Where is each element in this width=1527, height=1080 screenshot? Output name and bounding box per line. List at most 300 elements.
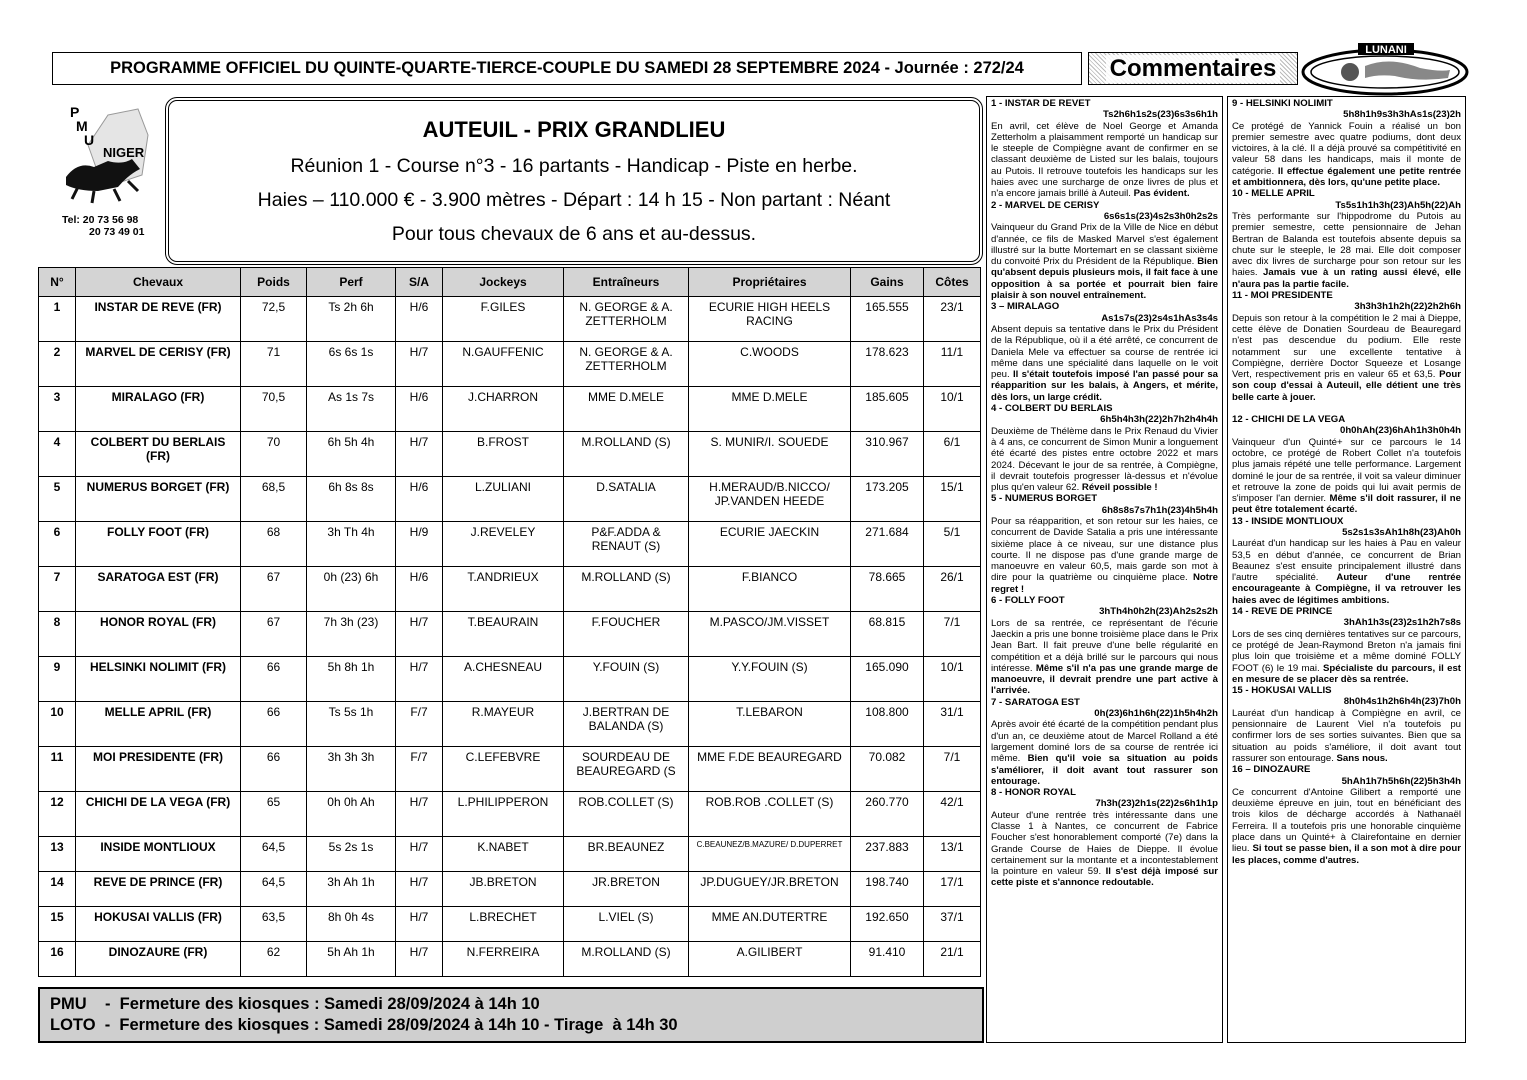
comment-c11 (1232, 290, 1461, 403)
cell-owner: ECURIE JAECKIN (689, 522, 851, 567)
comment-verdict: Réveil possible ! (1081, 482, 1158, 494)
table-row (39, 702, 981, 747)
table-row (39, 522, 981, 567)
cell-horse: HONOR ROYAL (FR) (76, 612, 241, 657)
cell-gains: 185.605 (851, 387, 924, 432)
cell-number: 11 (39, 747, 76, 792)
comments-title: Commentaires (1106, 55, 1281, 83)
comment-form-code: 3hTh4h0h2h(23)Ah2s2s2h (1099, 606, 1218, 618)
cell-gains: 165.555 (851, 297, 924, 342)
cell-jockey: L.ZULIANI (443, 477, 564, 522)
cell-weight: 70 (241, 432, 307, 477)
cell-trainer: P&F.ADDA & RENAUT (S) (564, 522, 689, 567)
cell-horse: MIRALAGO (FR) (76, 387, 241, 432)
cell-gains: 260.770 (851, 792, 924, 837)
cell-jockey: J.REVELEY (443, 522, 564, 567)
svg-text:U: U (84, 132, 95, 148)
col-header-num: N° (39, 268, 76, 297)
cell-horse: REVE DE PRINCE (FR) (76, 872, 241, 907)
cell-trainer: SOURDEAU DE BEAUREGARD (S (564, 747, 689, 792)
comment-c5 (991, 493, 1218, 595)
cell-sex-age: H/7 (396, 432, 443, 477)
cell-jockey: J.CHARRON (443, 387, 564, 432)
comment-text: Ce concurrent d'Antoine Gilibert a remporté une deuxième épreuve en juin, tout en bénéficiant des trois kilos de décharge accordés à Nathanaël Ferreira. Il a toutefois pris une honorable cinquième place dans un Quinté+ à Clairefontaine en dernier lieu. (1232, 786, 1461, 855)
col-header-sex-age: S/A (396, 268, 443, 297)
cell-number: 5 (39, 477, 76, 522)
comment-verdict: Jamais vue à un rating aussi élevé, elle n'aura pas la partie facile. (1232, 267, 1461, 290)
comment-text: Depuis son retour à la compétition le 2 mai à Dieppe, cette élève de Donatien Sourdeau de Beauregard n'est pas descendue du podium. Elle reste notamment sur une excellente tentative à Compiègne, derrière Doctor Squeeze et Losange Vert, respectivement pris en valeur 65 et 63,5. (1232, 312, 1461, 381)
comment-c15 (1232, 685, 1461, 764)
svg-text:NIGER: NIGER (103, 145, 145, 160)
race-title: AUTEUIL - PRIX GRANDLIEU (422, 117, 726, 142)
comment-heading: 15 - HOKUSAI VALLIS (1232, 685, 1332, 697)
race-line-conditions: Pour tous chevaux de 6 ans et au-dessus. (391, 223, 757, 245)
col-header-jockeys: Jockeys (443, 268, 564, 297)
comment-heading: 9 - HELSINKI NOLIMIT (1232, 98, 1333, 109)
cell-owner: M.PASCO/JM.VISSET (689, 612, 851, 657)
cell-odds: 13/1 (924, 837, 981, 872)
cell-jockey: JB.BRETON (443, 872, 564, 907)
cell-weight: 66 (241, 657, 307, 702)
comment-body (991, 810, 1218, 889)
cell-jockey: L.PHILIPPERON (443, 792, 564, 837)
comment-heading: 4 - COLBERT DU BERLAIS (991, 403, 1113, 415)
cell-horse: MELLE APRIL (FR) (76, 702, 241, 747)
cell-owner: ECURIE HIGH HEELS RACING (689, 297, 851, 342)
comment-c13 (1232, 516, 1461, 606)
cell-odds: 31/1 (924, 702, 981, 747)
cell-perf: 6s 6s 1s (307, 342, 396, 387)
cell-gains: 173.205 (851, 477, 924, 522)
comment-form-code: 0h(23)6h1h6h(22)1h5h4h2h (1094, 708, 1218, 720)
cell-jockey: B.FROST (443, 432, 564, 477)
cell-perf: 5h Ah 1h (307, 942, 396, 977)
comment-verdict: Notre regret ! (991, 572, 1218, 595)
cell-number: 13 (39, 837, 76, 872)
table-row (39, 387, 981, 432)
table-row (39, 342, 981, 387)
cell-number: 15 (39, 907, 76, 942)
comment-c1 (991, 98, 1218, 200)
cell-number: 6 (39, 522, 76, 567)
cell-owner: JP.DUGUEY/JR.BRETON (689, 872, 851, 907)
cell-odds: 7/1 (924, 612, 981, 657)
cell-trainer: F.FOUCHER (564, 612, 689, 657)
comment-c7 (991, 697, 1218, 787)
cell-gains: 108.800 (851, 702, 924, 747)
cell-perf: 5s 2s 1s (307, 837, 396, 872)
cell-horse: SARATOGA EST (FR) (76, 567, 241, 612)
cell-gains: 310.967 (851, 432, 924, 477)
comments-column-2 (1227, 96, 1466, 1043)
comment-text: Absent depuis sa tentative dans le Prix du Président de la République, où il a été arrêté, ce concurrent de Daniela Mele va effectuer sa course de rentrée ici même dans une spécialité dans laquelle on le voit peu. (991, 323, 1218, 381)
cell-weight: 64,5 (241, 872, 307, 907)
comment-form-code: As1s7s(23)2s4s1hAs3s4s (1101, 312, 1218, 324)
comment-heading: 3 – MIRALAGO (991, 301, 1060, 313)
cell-sex-age: F/7 (396, 747, 443, 792)
cell-owner: C.WOODS (689, 342, 851, 387)
comment-form-code: Ts5s1h1h3h(23)Ah5h(22)Ah (1335, 199, 1461, 211)
comment-verdict: Bien qu'il voie sa situation au poids s'améliorer, il doit avant tout rassurer son entourage. (991, 753, 1218, 787)
comment-body (1232, 437, 1461, 516)
comment-form-code: 5h8h1h9s3h3hAs1s(23)2h (1343, 109, 1461, 121)
cell-sex-age: H/6 (396, 297, 443, 342)
cell-trainer: ROB.COLLET (S) (564, 792, 689, 837)
cell-weight: 68,5 (241, 477, 307, 522)
comment-heading: 12 - CHICHI DE LA VEGA (1232, 414, 1346, 426)
cell-owner: MME AN.DUTERTRE (689, 907, 851, 942)
comment-verdict: Bien qu'absent depuis plusieurs mois, il fait face à une opposition à sa portée et pourrait bien faire plaisir à son nouvel entraînement. (991, 256, 1218, 302)
comment-c12 (1232, 414, 1461, 516)
cell-odds: 5/1 (924, 522, 981, 567)
cell-number: 4 (39, 432, 76, 477)
cell-owner: MME F.DE BEAUREGARD (689, 747, 851, 792)
cell-perf: 3h Ah 1h (307, 872, 396, 907)
cell-sex-age: H/7 (396, 942, 443, 977)
cell-owner: C.BEAUNEZ/B.MAZURE/ D.DUPERRET (689, 837, 851, 872)
table-row (39, 792, 981, 837)
comment-verdict: Auteur d'une rentrée encourageante à Compiègne, il va retrouver les haies avec de légitimes ambitions. (1232, 572, 1461, 606)
cell-gains: 70.082 (851, 747, 924, 792)
cell-number: 7 (39, 567, 76, 612)
comment-text: En avril, cet élève de Noel George et Amanda Zetterholm a plaisamment remporté un handicap sur le steeple de Compiègne avant de confirmer en se classant deuxième de Listed sur les balais, toujours au Putois. Il retrouve toutefois les handicaps sur les haies avec une surcharge de onze livres de plus et n'a encore jamais brillé à Auteuil. (991, 120, 1218, 200)
comment-form-code: 6h8s8s7s7h1h(23)4h5h4h (1101, 504, 1218, 516)
table-row (39, 612, 981, 657)
cell-weight: 66 (241, 702, 307, 747)
comment-c8 (991, 787, 1218, 889)
comment-verdict: Pour son coup d'essai à Auteuil, elle détient une très belle carte à jouer. (1232, 369, 1461, 403)
cell-owner: F.BIANCO (689, 567, 851, 612)
comment-c3 (991, 301, 1218, 403)
table-row (39, 837, 981, 872)
cell-perf: As 1s 7s (307, 387, 396, 432)
cell-odds: 10/1 (924, 387, 981, 432)
cell-perf: 0h 0h Ah (307, 792, 396, 837)
comment-text: Après avoir été écarté de la compétition pendant plus d'un an, ce deuxième atout de Marcel Rolland a été largement dominé lors de sa course de rentrée ici même. (991, 719, 1218, 765)
comment-heading: 13 - INSIDE MONTLIOUX (1232, 515, 1344, 527)
table-row (39, 567, 981, 612)
comment-form-code: 5s2s1s3sAh1h8h(23)Ah0h (1342, 526, 1461, 538)
footer-pmu-line: PMU - Fermeture des kiosques : Samedi 28/09/2024 à 14h 10 (50, 995, 540, 1013)
cell-odds: 17/1 (924, 872, 981, 907)
cell-horse: CHICHI DE LA VEGA (FR) (76, 792, 241, 837)
cell-horse: HOKUSAI VALLIS (FR) (76, 907, 241, 942)
cell-owner: A.GILIBERT (689, 942, 851, 977)
cell-sex-age: H/6 (396, 567, 443, 612)
comment-text: Deuxième de Thélème dans le Prix Renaud du Vivier à 4 ans, ce concurrent de Simon Munir a longuement été écarté des pistes entre octobre 2022 et mars 2024. Décevant le jour de sa rentrée, à Compiègne, il devrait toutefois progresser là-dessus et n'évolue plus qu'en valeur 62. (991, 425, 1218, 494)
comment-heading: 1 - INSTAR DE REVET (991, 98, 1091, 109)
cell-horse: FOLLY FOOT (FR) (76, 522, 241, 567)
cell-owner: Y.Y.FOUIN (S) (689, 657, 851, 702)
table-row (39, 872, 981, 907)
cell-gains: 165.090 (851, 657, 924, 702)
cell-perf: Ts 5s 1h (307, 702, 396, 747)
cell-horse: MOI PRESIDENTE (FR) (76, 747, 241, 792)
svg-text:LUNANI: LUNANI (1365, 44, 1407, 56)
col-header-owners: Propriétaires (689, 268, 851, 297)
cell-trainer: N. GEORGE & A. ZETTERHOLM (564, 342, 689, 387)
program-title: PROGRAMME OFFICIEL DU QUINTE-QUARTE-TIERCE-COUPLE DU SAMEDI 28 SEPTEMBRE 2024 - Journée : 272/24 (52, 52, 1082, 85)
cell-owner: S. MUNIR/I. SOUEDE (689, 432, 851, 477)
cell-trainer: M.ROLLAND (S) (564, 432, 689, 477)
cell-jockey: F.GILES (443, 297, 564, 342)
cell-sex-age: H/7 (396, 872, 443, 907)
cell-sex-age: H/7 (396, 342, 443, 387)
comment-verdict: Spécialiste du parcours, il est en mesure de se placer dès sa rentrée. (1232, 662, 1461, 685)
cell-sex-age: F/7 (396, 702, 443, 747)
cell-jockey: K.NABET (443, 837, 564, 872)
cell-weight: 67 (241, 567, 307, 612)
footer-loto-line: LOTO - Fermeture des kiosques : Samedi 28/09/2024 à 14h 10 - Tirage à 14h 30 (50, 1016, 678, 1034)
cell-perf: 7h 3h (23) (307, 612, 396, 657)
comment-form-code: 3h3h3h1h2h(22)2h2h6h (1354, 301, 1461, 313)
table-row (39, 432, 981, 477)
col-header-weight: Poids (241, 268, 307, 297)
cell-trainer: L.VIEL (S) (564, 907, 689, 942)
cell-sex-age: H/7 (396, 792, 443, 837)
cell-number: 1 (39, 297, 76, 342)
cell-horse: COLBERT DU BERLAIS (FR) (76, 432, 241, 477)
cell-sex-age: H/7 (396, 657, 443, 702)
pmu-telephone (62, 214, 144, 238)
cell-jockey: T.BEAURAIN (443, 612, 564, 657)
cell-horse: DINOZAURE (FR) (76, 942, 241, 977)
comment-body (991, 426, 1218, 494)
cell-odds: 15/1 (924, 477, 981, 522)
comment-body (991, 222, 1218, 301)
comment-form-code: 3hAh1h3s(23)2s1h2h7s8s (1343, 617, 1461, 629)
col-header-gains: Gains (851, 268, 924, 297)
comment-text: Auteur d'une rentrée très intéressante dans une Classe 1 à Nantes, ce concurrent de Fabrice Foucher s'est honorablement comporté (7e) dans la Grande Course de Haies de Dieppe. Il évolue certainement sur la montante et a incontestablement la pointure en valeur 59. (991, 809, 1218, 878)
comment-heading: 11 - MOI PRESIDENTE (1232, 290, 1333, 302)
cell-jockey: C.LEFEBVRE (443, 747, 564, 792)
cell-gains: 271.684 (851, 522, 924, 567)
lunani-logo (1300, 42, 1470, 96)
comment-c16 (1232, 764, 1461, 866)
comment-verdict: Il s'est déjà imposé sur cette piste et s'annonce redoutable. (991, 866, 1218, 889)
comment-verdict: Pas évident. (1133, 188, 1190, 200)
cell-odds: 42/1 (924, 792, 981, 837)
cell-sex-age: H/7 (396, 612, 443, 657)
cell-perf: 6h 8s 8s (307, 477, 396, 522)
cell-perf: 8h 0h 4s (307, 907, 396, 942)
table-row (39, 477, 981, 522)
comment-verdict: Même s'il doit rassurer, il ne peut être totalement écarté. (1232, 493, 1461, 516)
comment-heading: 2 - MARVEL DE CERISY (991, 199, 1100, 211)
cell-jockey: R.MAYEUR (443, 702, 564, 747)
cell-odds: 26/1 (924, 567, 981, 612)
runners-table (38, 267, 981, 977)
table-row (39, 907, 981, 942)
cell-jockey: N.GAUFFENIC (443, 342, 564, 387)
comment-body (991, 618, 1218, 697)
cell-perf: 3h 3h 3h (307, 747, 396, 792)
cell-odds: 21/1 (924, 942, 981, 977)
cell-gains: 192.650 (851, 907, 924, 942)
cell-trainer: M.ROLLAND (S) (564, 567, 689, 612)
closing-times-footer (38, 987, 984, 1043)
comment-text: Vainqueur du Grand Prix de la Ville de Nice en début d'année, ce fils de Masked Marvel s'est également illustré sur la butte Mortemart en se classant sixième du convoité Prix du Président de la République. (991, 222, 1218, 268)
comment-body (1232, 787, 1461, 866)
table-row (39, 657, 981, 702)
comment-text: Lors de ses cinq dernières tentatives sur ce parcours, ce protégé de Jean-Raymond Breton n'a jamais fini plus loin que troisième et a même dominé FOLLY FOOT (6) le 19 mai. (1232, 628, 1461, 674)
cell-perf: 6h 5h 4h (307, 432, 396, 477)
comment-body (1232, 708, 1461, 764)
comment-body (1232, 211, 1461, 290)
cell-trainer: M.ROLLAND (S) (564, 942, 689, 977)
comment-heading: 8 - HONOR ROYAL (991, 787, 1076, 799)
cell-odds: 23/1 (924, 297, 981, 342)
cell-sex-age: H/7 (396, 907, 443, 942)
comment-c14 (1232, 606, 1461, 685)
comment-body (1232, 313, 1461, 403)
cell-owner: MME D.MELE (689, 387, 851, 432)
cell-weight: 71 (241, 342, 307, 387)
table-header-row (39, 268, 981, 297)
comment-body (991, 516, 1218, 595)
cell-gains: 68.815 (851, 612, 924, 657)
comment-form-code: 6s6s1s(23)4s2s3h0h2s2s (1103, 210, 1218, 222)
comment-heading: 5 - NUMERUS BORGET (991, 493, 1098, 505)
comment-body (1232, 538, 1461, 606)
col-header-odds: Côtes (924, 268, 981, 297)
cell-number: 8 (39, 612, 76, 657)
cell-trainer: J.BERTRAN DE BALANDA (S) (564, 702, 689, 747)
comment-verdict: Sans nous. (1336, 752, 1388, 764)
cell-weight: 63,5 (241, 907, 307, 942)
cell-trainer: BR.BEAUNEZ (564, 837, 689, 872)
cell-odds: 10/1 (924, 657, 981, 702)
comments-column-1 (986, 96, 1223, 1043)
comment-text: Lauréat d'un handicap à Compiègne en avril, ce pensionnaire de Laurent Viel n'a toutefois pu confirmer lors de ses sorties suivantes. Bien que sa situation au poids s'améliore, il doit avant tout rassurer son entourage. (1232, 707, 1461, 764)
cell-weight: 66 (241, 747, 307, 792)
cell-owner: T.LEBARON (689, 702, 851, 747)
cell-jockey: L.BRECHET (443, 907, 564, 942)
table-row (39, 747, 981, 792)
race-line-meeting: Réunion 1 - Course n°3 - 16 partants - Handicap - Piste en herbe. (290, 155, 858, 177)
cell-jockey: T.ANDRIEUX (443, 567, 564, 612)
comment-c6 (991, 595, 1218, 697)
cell-perf: Ts 2h 6h (307, 297, 396, 342)
cell-owner: H.MERAUD/B.NICCO/ JP.VANDEN HEEDE (689, 477, 851, 522)
comment-verdict: Il effectue également une petite rentrée et ambitionnera, dès lors, qu'une petite place. (1232, 165, 1461, 189)
cell-sex-age: H/7 (396, 837, 443, 872)
comment-body (991, 121, 1218, 200)
comment-heading: 6 - FOLLY FOOT (991, 595, 1065, 607)
cell-trainer: N. GEORGE & A. ZETTERHOLM (564, 297, 689, 342)
race-info-box (165, 97, 983, 265)
col-header-horses: Chevaux (76, 268, 241, 297)
comment-body (1232, 121, 1461, 189)
cell-horse: INSIDE MONTLIOUX (76, 837, 241, 872)
comment-form-code: 5hAh1h7h5h6h(22)5h3h4h (1341, 775, 1461, 787)
cell-jockey: A.CHESNEAU (443, 657, 564, 702)
comment-form-code: 6h5h4h3h(22)2h7h2h4h4h (1100, 414, 1218, 426)
comment-text: Lauréat d'un handicap sur les haies à Pau en valeur 53,5 en début d'année, ce concurrent de Brian Beaunez s'est ensuite principalement illustré dans l'autre spécialité. (1232, 538, 1461, 584)
comment-heading: 10 - MELLE APRIL (1232, 188, 1315, 200)
comment-heading: 7 - SARATOGA EST (991, 696, 1080, 708)
cell-horse: MARVEL DE CERISY (FR) (76, 342, 241, 387)
comment-body (991, 324, 1218, 403)
comment-c9 (1232, 98, 1461, 188)
cell-number: 10 (39, 702, 76, 747)
comment-text: Pour sa réapparition, et son retour sur les haies, ce concurrent de Davide Satalia a pris une intéressante sixième place à ce niveau, sur une distance plus courte. Il ne dispose pas d'une grande marge de manoeuvre en valeur 60,5, mais garde son mot à dire pour la quatrième ou cinquième place. (991, 515, 1218, 584)
comment-form-code: 7h3h(23)2h1s(22)2s6h1h1p (1095, 798, 1218, 810)
cell-trainer: D.SATALIA (564, 477, 689, 522)
comment-text: Ce protégé de Yannick Fouin a réalisé un bon premier semestre avec quatre podiums, dont deux victoires, à la clé. Il a déjà prouvé sa compétitivité en valeur 58 dans les handicaps, mais il monte de catégorie. (1232, 120, 1461, 177)
cell-weight: 68 (241, 522, 307, 567)
cell-odds: 37/1 (924, 907, 981, 942)
cell-number: 14 (39, 872, 76, 907)
cell-odds: 6/1 (924, 432, 981, 477)
comment-c4 (991, 403, 1218, 493)
cell-number: 3 (39, 387, 76, 432)
cell-number: 2 (39, 342, 76, 387)
comment-heading: 14 - REVE DE PRINCE (1232, 606, 1333, 618)
svg-text:M: M (76, 118, 88, 134)
cell-horse: HELSINKI NOLIMIT (FR) (76, 657, 241, 702)
comment-form-code: 0h0hAh(23)6hAh1h3h0h4h (1339, 425, 1461, 437)
cell-horse: NUMERUS BORGET (FR) (76, 477, 241, 522)
table-row (39, 297, 981, 342)
cell-weight: 62 (241, 942, 307, 977)
comment-verdict: Si tout se passe bien, il a son mot à dire pour les places, comme d'autres. (1232, 843, 1461, 866)
cell-gains: 91.410 (851, 942, 924, 977)
table-row (39, 942, 981, 977)
tel-line-1: Tel: 20 73 56 98 (62, 214, 139, 226)
cell-trainer: MME D.MELE (564, 387, 689, 432)
comment-form-code: 8h0h4s1h2h6h4h(23)7h0h (1343, 696, 1461, 708)
cell-sex-age: H/9 (396, 522, 443, 567)
cell-weight: 72,5 (241, 297, 307, 342)
comment-form-code: Ts2h6h1s2s(23)6s3s6h1h (1102, 109, 1218, 121)
cell-perf: 3h Th 4h (307, 522, 396, 567)
cell-horse: INSTAR DE REVE (FR) (76, 297, 241, 342)
cell-number: 12 (39, 792, 76, 837)
comment-verdict: Même s'il n'a pas une grande marge de manoeuvre, il devrait prendre une part active à l'arrivée. (991, 662, 1218, 697)
col-header-trainers: Entraîneurs (564, 268, 689, 297)
comment-c10 (1232, 188, 1461, 290)
cell-weight: 64,5 (241, 837, 307, 872)
cell-odds: 7/1 (924, 747, 981, 792)
comment-text: Vainqueur d'un Quinté+ sur ce parcours le 14 octobre, ce protégé de Robert Collet n'a toutefois plus jamais répété une telle performance. Largement dominé le jour de sa rentrée, il voit sa valeur diminuer et retrouve la zone de poids qui lui avait permis de s'imposer l'an dernier. (1232, 436, 1461, 505)
cell-jockey: N.FERREIRA (443, 942, 564, 977)
cell-odds: 11/1 (924, 342, 981, 387)
comment-verdict: Il s'était toutefois imposé l'an passé pour sa réapparition sur les balais, à Angers, et mérite, dès lors, un large crédit. (991, 369, 1218, 403)
cell-perf: 5h 8h 1h (307, 657, 396, 702)
comment-text: Très performante sur l'hippodrome du Putois au premier semestre, cette pensionnaire de Jehan Bertran de Balanda est toutefois absente depuis sa chute sur le steeple, le 28 mai. Elle doit composer avec dix livres de surcharge pour son retour sur les haies. (1232, 210, 1461, 279)
cell-gains: 198.740 (851, 872, 924, 907)
cell-weight: 70,5 (241, 387, 307, 432)
cell-gains: 237.883 (851, 837, 924, 872)
comment-text: Lors de sa rentrée, ce représentant de l'écurie Jaeckin a pris une bonne troisième place dans le Prix Jean Bart. Il fait preuve d'une belle régularité en compétition et a déjà brillé sur le parcours qui nous intéresse. (991, 617, 1218, 674)
cell-trainer: Y.FOUIN (S) (564, 657, 689, 702)
cell-weight: 67 (241, 612, 307, 657)
cell-weight: 65 (241, 792, 307, 837)
cell-gains: 178.623 (851, 342, 924, 387)
comment-c2 (991, 200, 1218, 302)
tel-line-2: 20 73 49 01 (89, 226, 145, 238)
comment-body (1232, 629, 1461, 685)
col-header-perf: Perf (307, 268, 396, 297)
cell-owner: ROB.ROB .COLLET (S) (689, 792, 851, 837)
comment-heading: 16 – DINOZAURE (1232, 764, 1311, 776)
cell-trainer: JR.BRETON (564, 872, 689, 907)
cell-sex-age: H/6 (396, 387, 443, 432)
cell-number: 9 (39, 657, 76, 702)
svg-text:P: P (70, 104, 80, 120)
cell-number: 16 (39, 942, 76, 977)
